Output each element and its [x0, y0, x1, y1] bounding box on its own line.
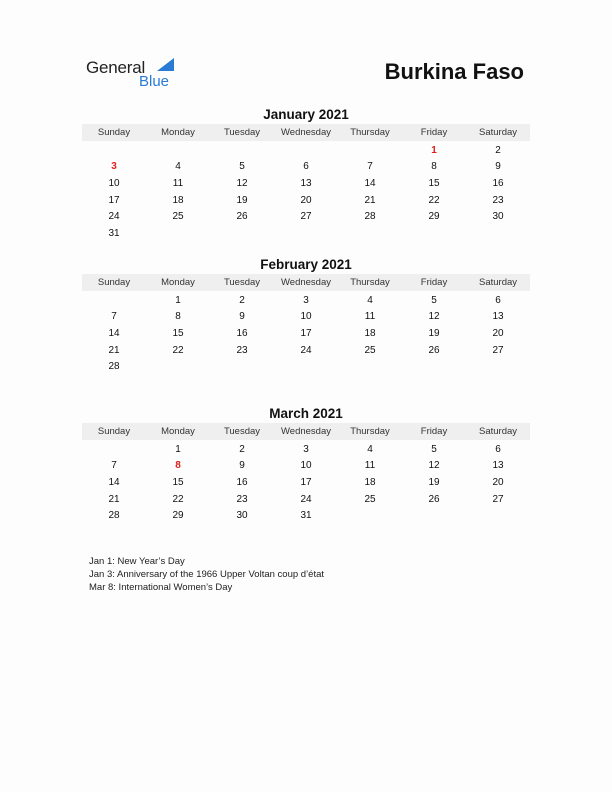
day-cell: 28 [108, 361, 120, 373]
day-cell: 17 [300, 476, 312, 488]
day-cell: 8 [175, 311, 181, 323]
day-cell: 9 [495, 161, 501, 173]
week-row [82, 458, 530, 475]
weekday-header: Monday [161, 127, 195, 138]
day-cell: 31 [300, 510, 312, 522]
day-cell: 18 [172, 194, 184, 206]
holiday-note: Mar 8: International Women’s Day [89, 581, 233, 593]
day-cell: 5 [239, 161, 245, 173]
day-cell: 23 [236, 493, 248, 505]
day-cell: 4 [367, 294, 373, 306]
day-cell: 28 [364, 211, 376, 223]
day-cell: 31 [108, 227, 120, 239]
weekday-header-row [82, 423, 530, 440]
holiday-day-cell: 8 [175, 460, 181, 472]
day-cell: 12 [236, 177, 248, 189]
day-cell: 20 [300, 194, 312, 206]
day-cell: 16 [492, 177, 504, 189]
day-cell: 26 [428, 493, 440, 505]
day-cell: 11 [172, 177, 184, 189]
weekday-header: Saturday [478, 277, 518, 288]
week-row [82, 175, 530, 192]
day-cell: 24 [300, 493, 312, 505]
holiday-notes [89, 556, 349, 594]
day-cell: 13 [300, 177, 312, 189]
weekday-header: Sunday [97, 426, 131, 437]
month-calendar-february [82, 256, 530, 375]
day-cell: 29 [172, 510, 184, 522]
weekday-header: Wednesday [281, 426, 331, 437]
weekday-header: Wednesday [281, 277, 331, 288]
week-row [82, 309, 530, 326]
day-cell: 7 [367, 161, 373, 173]
day-cell: 11 [364, 460, 376, 472]
day-cell: 17 [300, 327, 312, 339]
day-cell: 19 [428, 476, 440, 488]
day-cell: 20 [492, 476, 504, 488]
day-cell: 24 [108, 211, 120, 223]
day-cell: 15 [428, 177, 440, 189]
day-cell: 26 [236, 211, 248, 223]
weekday-header: Tuesday [223, 127, 261, 138]
weekday-header: Tuesday [223, 277, 261, 288]
week-row [82, 325, 530, 342]
month-title: January 2021 [263, 107, 349, 122]
weekday-header: Wednesday [281, 127, 331, 138]
day-cell: 18 [364, 327, 376, 339]
day-cell: 16 [236, 327, 248, 339]
weekday-header: Monday [161, 426, 195, 437]
weekday-header-row [82, 274, 530, 291]
day-cell: 4 [367, 443, 373, 455]
day-cell: 14 [108, 476, 120, 488]
general-blue-logo [86, 56, 186, 92]
day-cell: 15 [172, 327, 184, 339]
week-row [82, 208, 530, 225]
week-row [82, 159, 530, 176]
holiday-note: Jan 3: Anniversary of the 1966 Upper Voltan coup d’état [89, 568, 325, 580]
day-cell: 4 [175, 161, 181, 173]
weekday-header: Friday [420, 277, 448, 288]
week-row [82, 192, 530, 209]
week-row [82, 441, 530, 458]
logo-triangle-icon [157, 58, 174, 71]
day-cell: 27 [492, 493, 504, 505]
day-cell: 26 [428, 344, 440, 356]
week-row [82, 358, 530, 375]
day-cell: 22 [172, 493, 184, 505]
holiday-note: Jan 1: New Year’s Day [89, 556, 185, 567]
day-cell: 27 [300, 211, 312, 223]
day-cell: 19 [236, 194, 248, 206]
day-cell: 5 [431, 294, 437, 306]
day-cell: 10 [108, 177, 120, 189]
day-cell: 19 [428, 327, 440, 339]
weekday-header: Sunday [97, 277, 131, 288]
weekday-header-row [82, 124, 530, 141]
day-cell: 15 [172, 476, 184, 488]
day-cell: 3 [303, 294, 309, 306]
day-cell: 10 [300, 311, 312, 323]
day-cell: 1 [175, 294, 181, 306]
weekday-header: Thursday [350, 127, 390, 138]
week-row [82, 491, 530, 508]
week-row [82, 225, 530, 242]
week-row [82, 342, 530, 359]
day-cell: 21 [364, 194, 376, 206]
day-cell: 1 [175, 443, 181, 455]
day-cell: 28 [108, 510, 120, 522]
day-cell: 2 [239, 294, 245, 306]
day-cell: 30 [492, 211, 504, 223]
weekday-header: Sunday [97, 127, 131, 138]
weekday-header: Friday [420, 127, 448, 138]
day-cell: 17 [108, 194, 120, 206]
day-cell: 27 [492, 344, 504, 356]
day-cell: 24 [300, 344, 312, 356]
day-cell: 6 [495, 294, 501, 306]
day-cell: 9 [239, 311, 245, 323]
weekday-header: Monday [161, 277, 195, 288]
day-cell: 23 [236, 344, 248, 356]
day-cell: 16 [236, 476, 248, 488]
day-cell: 3 [303, 443, 309, 455]
day-cell: 7 [111, 311, 117, 323]
day-cell: 23 [492, 194, 504, 206]
weekday-header: Thursday [350, 277, 390, 288]
day-cell: 20 [492, 327, 504, 339]
weekday-header: Friday [420, 426, 448, 437]
day-cell: 13 [492, 311, 504, 323]
day-cell: 2 [495, 144, 501, 156]
week-row [82, 142, 530, 159]
day-cell: 8 [431, 161, 437, 173]
month-calendar-march [82, 405, 530, 524]
week-row [82, 507, 530, 524]
weekday-header: Thursday [350, 426, 390, 437]
day-cell: 6 [495, 443, 501, 455]
day-cell: 5 [431, 443, 437, 455]
day-cell: 11 [364, 311, 376, 323]
country-title: Burkina Faso [384, 59, 524, 84]
day-cell: 22 [172, 344, 184, 356]
week-row [82, 292, 530, 309]
day-cell: 30 [236, 510, 248, 522]
holiday-day-cell: 3 [111, 161, 117, 173]
weekday-header: Saturday [478, 426, 518, 437]
week-row [82, 474, 530, 491]
day-cell: 14 [108, 327, 120, 339]
logo-text-general: General [86, 58, 146, 77]
month-title: March 2021 [269, 406, 343, 421]
day-cell: 22 [428, 194, 440, 206]
day-cell: 29 [428, 211, 440, 223]
holiday-day-cell: 1 [431, 144, 437, 156]
day-cell: 12 [428, 460, 440, 472]
day-cell: 10 [300, 460, 312, 472]
day-cell: 13 [492, 460, 504, 472]
day-cell: 14 [364, 177, 376, 189]
day-cell: 6 [303, 161, 309, 173]
day-cell: 7 [111, 460, 117, 472]
day-cell: 21 [108, 493, 120, 505]
day-cell: 18 [364, 476, 376, 488]
weekday-header: Saturday [478, 127, 518, 138]
month-calendar-january [82, 106, 530, 242]
day-cell: 12 [428, 311, 440, 323]
logo-text-blue: Blue [139, 73, 170, 90]
day-cell: 25 [364, 344, 376, 356]
month-title: February 2021 [260, 257, 352, 272]
day-cell: 21 [108, 344, 120, 356]
day-cell: 25 [364, 493, 376, 505]
day-cell: 25 [172, 211, 184, 223]
day-cell: 2 [239, 443, 245, 455]
day-cell: 9 [239, 460, 245, 472]
weekday-header: Tuesday [223, 426, 261, 437]
